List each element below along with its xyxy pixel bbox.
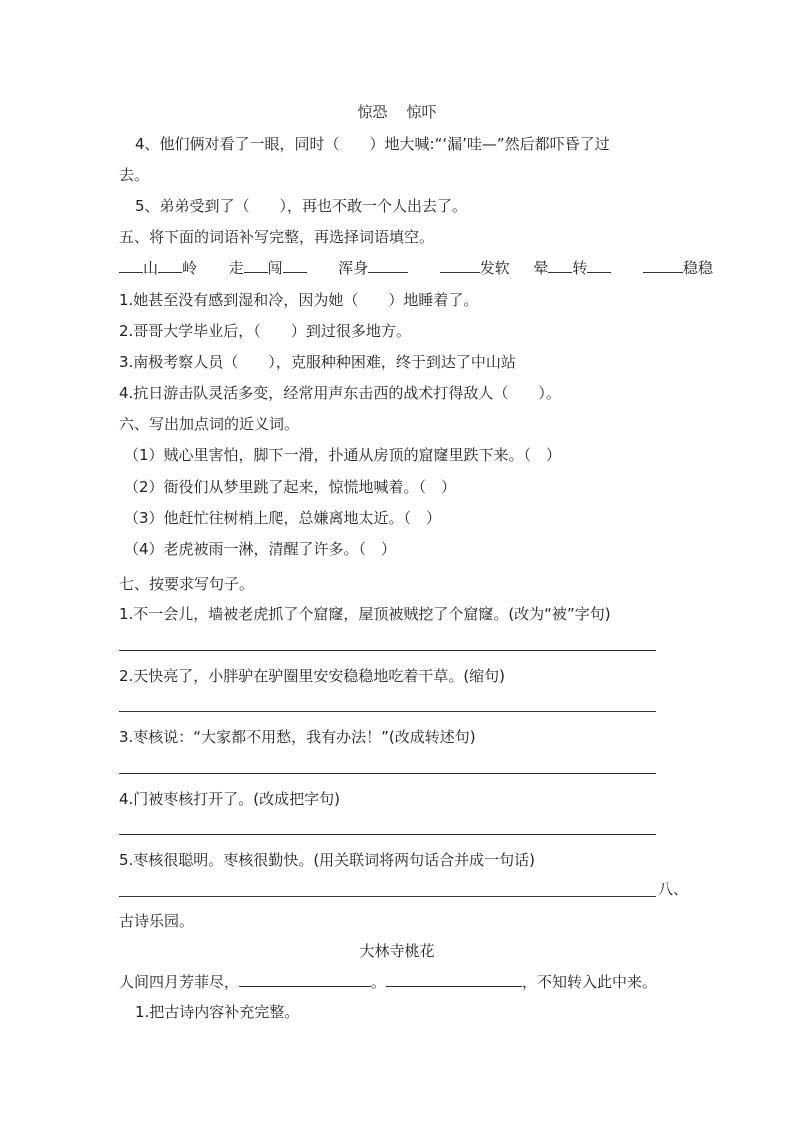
section-6-item-2: （2）衙役们从梦里跳了起来，惊慌地喊着。（ ） [124,478,457,496]
idiom-blank[interactable] [158,258,182,273]
poem-line-end: ，不知转入此中来。 [522,973,658,991]
idiom-blank[interactable] [283,258,307,273]
answer-line[interactable] [119,711,656,712]
section-7-title: 七、按要求写句子。 [119,575,255,593]
idiom-row [119,258,713,278]
poem-line [119,972,657,992]
idiom-char: 山 [143,259,159,277]
section-6-item-3: （3）他赶忙往树梢上爬，总嫌离地太近。（ ） [124,509,442,527]
section-8-title-b: 古诗乐园。 [119,912,195,930]
idiom-blank[interactable] [548,258,572,273]
section-6-item-4: （4）老虎被雨一淋，清醒了许多。（ ） [124,540,397,558]
poem-title: 大林寺桃花 [359,942,435,960]
answer-line[interactable] [119,834,656,835]
section-7-item-5: 5.枣核很聪明。枣核很勤快。(用关联词将两句话合并成一句话) [119,851,536,869]
idiom-blank[interactable] [119,258,143,273]
section-5-item-3: 3.南极考察人员（ ），克服种种困难，终于到达了中山站 [119,353,516,371]
question-4-continued: 去。 [119,166,150,184]
poem-line-start: 人间四月芳菲尽， [119,973,240,991]
section-5-title: 五、将下面的词语补写完整，再选择词语填空。 [119,228,435,246]
idiom-char: 岭 [182,259,198,277]
poem-task: 1.把古诗内容补充完整。 [135,1003,300,1021]
answer-line[interactable] [119,896,656,897]
poem-line-mid: 。 [371,973,387,991]
idiom-blank[interactable] [643,258,683,273]
section-5-item-4: 4.抗日游击队灵活多变，经常用声东击西的战术打得敌人（ ）。 [119,384,561,402]
section-7-item-3: 3.枣核说：“大家都不用愁，我有办法！”(改成转述句) [119,728,476,746]
poem-blank[interactable] [239,972,371,987]
section-8-title-a: 八、 [658,880,689,898]
question-4: 4、他们俩对看了一眼，同时（ ）地大喊:“‘漏’哇—”然后都吓昏了过 [135,135,610,153]
idiom-char: 晕 [533,259,549,277]
idiom-char: 闯 [267,259,283,277]
idiom-blank[interactable] [368,258,408,273]
section-7-item-2: 2.天快亮了，小胖驴在驴圈里安安稳稳地吃着干草。(缩句) [119,667,506,685]
section-7-item-4: 4.门被枣核打开了。(改成把字句) [119,790,341,808]
idiom-char: 走 [228,259,244,277]
idiom-char: 稳稳 [682,259,713,277]
section-6-title: 六、写出加点词的近义词。 [119,415,300,433]
idiom-char: 发软 [479,259,510,277]
idiom-blank[interactable] [244,258,268,273]
top-word-options: 惊恐 惊吓 [357,103,437,121]
section-5-item-1: 1.她甚至没有感到湿和冷，因为她（ ）地睡着了。 [119,291,479,309]
answer-line[interactable] [119,650,656,651]
section-7-item-1: 1.不一会儿，墙被老虎抓了个窟窿，屋顶被贼挖了个窟窿。(改为“被”字句) [119,605,611,623]
section-5-item-2: 2.哥哥大学毕业后，（ ）到过很多地方。 [119,322,411,340]
question-5: 5、弟弟受到了（ ），再也不敢一个人出去了。 [135,197,468,215]
idiom-blank[interactable] [587,258,611,273]
idiom-char: 转 [572,259,588,277]
idiom-blank[interactable] [440,258,480,273]
section-6-item-1: （1）贼心里害怕，脚下一滑，扑通从房顶的窟窿里跌下来。（ ） [124,446,562,464]
answer-line[interactable] [119,773,656,774]
poem-blank[interactable] [386,972,522,987]
idiom-char: 浑身 [338,259,369,277]
